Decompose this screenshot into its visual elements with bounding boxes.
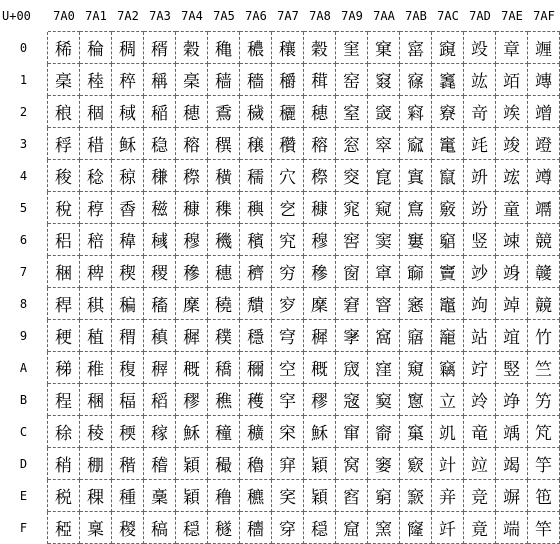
- glyph-cell: 立: [432, 384, 464, 416]
- glyph-cell: 竞: [464, 480, 496, 512]
- glyph-cell: 究: [272, 224, 304, 256]
- row-header: 8: [0, 288, 48, 320]
- glyph-cell: 窾: [400, 480, 432, 512]
- row-header: 9: [0, 320, 48, 352]
- glyph-cell: 稱: [144, 64, 176, 96]
- row-header: 7: [0, 256, 48, 288]
- glyph-cell: 穀: [304, 32, 336, 64]
- glyph-cell: 窗: [336, 256, 368, 288]
- glyph-cell: 稫: [112, 384, 144, 416]
- glyph-cell: 窨: [368, 288, 400, 320]
- glyph-cell: 稈: [48, 288, 80, 320]
- glyph-cell: 稝: [80, 448, 112, 480]
- row-header: F: [0, 512, 48, 544]
- glyph-cell: 竩: [496, 320, 528, 352]
- glyph-cell: 穫: [240, 384, 272, 416]
- glyph-cell: 竪: [496, 352, 528, 384]
- glyph-cell: 竍: [432, 448, 464, 480]
- glyph-cell: 竜: [464, 416, 496, 448]
- glyph-cell: 稻: [144, 384, 176, 416]
- glyph-cell: 窮: [368, 480, 400, 512]
- glyph-cell: 竃: [432, 128, 464, 160]
- glyph-cell: 竛: [464, 384, 496, 416]
- glyph-cell: 稇: [48, 256, 80, 288]
- glyph-cell: 穋: [176, 384, 208, 416]
- glyph-cell: 穷: [272, 256, 304, 288]
- glyph-cell: 窚: [336, 352, 368, 384]
- glyph-cell: 穔: [208, 160, 240, 192]
- glyph-cell: 站: [464, 320, 496, 352]
- row-header: 0: [0, 32, 48, 64]
- glyph-cell: 窞: [336, 480, 368, 512]
- column-header: 7A5: [208, 0, 240, 32]
- glyph-cell: 穎: [176, 448, 208, 480]
- glyph-cell: 穸: [272, 288, 304, 320]
- row-header: E: [0, 480, 48, 512]
- glyph-cell: 稓: [80, 128, 112, 160]
- glyph-cell: 竧: [496, 256, 528, 288]
- glyph-cell: 窦: [368, 224, 400, 256]
- column-header: 7A2: [112, 0, 144, 32]
- glyph-cell: 穅: [304, 192, 336, 224]
- glyph-cell: 竇: [432, 256, 464, 288]
- glyph-cell: 穌: [304, 416, 336, 448]
- glyph-cell: 穎: [176, 480, 208, 512]
- glyph-cell: 穻: [272, 384, 304, 416]
- glyph-cell: 窔: [336, 160, 368, 192]
- row-header: 2: [0, 96, 48, 128]
- glyph-cell: 穙: [208, 320, 240, 352]
- glyph-cell: 竷: [528, 256, 560, 288]
- glyph-cell: 稒: [80, 96, 112, 128]
- glyph-cell: 窛: [336, 384, 368, 416]
- glyph-cell: 稞: [80, 480, 112, 512]
- glyph-cell: 窓: [336, 128, 368, 160]
- glyph-cell: 竕: [464, 192, 496, 224]
- glyph-cell: 窜: [336, 416, 368, 448]
- glyph-cell: 穈: [176, 288, 208, 320]
- glyph-cell: 竵: [528, 192, 560, 224]
- glyph-cell: 稊: [48, 352, 80, 384]
- glyph-cell: 穞: [208, 480, 240, 512]
- glyph-cell: 穄: [304, 160, 336, 192]
- glyph-cell: 稙: [80, 320, 112, 352]
- glyph-cell: 竈: [432, 288, 464, 320]
- glyph-cell: 窺: [400, 352, 432, 384]
- column-header: 7AF: [528, 0, 560, 32]
- glyph-cell: 穣: [240, 128, 272, 160]
- glyph-cell: 窝: [336, 448, 368, 480]
- glyph-cell: 竝: [464, 448, 496, 480]
- glyph-cell: 竟: [464, 512, 496, 544]
- glyph-cell: 穛: [208, 384, 240, 416]
- glyph-cell: 稕: [80, 192, 112, 224]
- glyph-cell: 稼: [144, 416, 176, 448]
- glyph-cell: 穠: [240, 32, 272, 64]
- column-header: 7A6: [240, 0, 272, 32]
- glyph-cell: 穢: [240, 96, 272, 128]
- glyph-cell: 窭: [368, 448, 400, 480]
- glyph-cell: 稁: [48, 64, 80, 96]
- glyph-cell: 稡: [112, 64, 144, 96]
- column-header: 7A8: [304, 0, 336, 32]
- glyph-cell: 稶: [144, 224, 176, 256]
- glyph-cell: 穀: [176, 32, 208, 64]
- glyph-cell: 穕: [208, 192, 240, 224]
- glyph-cell: 竂: [432, 96, 464, 128]
- glyph-cell: 穭: [240, 448, 272, 480]
- glyph-cell: 竨: [496, 288, 528, 320]
- column-header: 7A0: [48, 0, 80, 32]
- glyph-cell: 稺: [144, 352, 176, 384]
- glyph-cell: 窫: [368, 384, 400, 416]
- glyph-cell: 穴: [272, 160, 304, 192]
- glyph-cell: 童: [496, 192, 528, 224]
- glyph-cell: 稏: [48, 512, 80, 544]
- glyph-cell: 窖: [336, 224, 368, 256]
- glyph-cell: 窲: [400, 96, 432, 128]
- glyph-cell: 穉: [304, 320, 336, 352]
- glyph-cell: 稉: [48, 320, 80, 352]
- glyph-cell: 穁: [304, 64, 336, 96]
- column-header: 7A1: [80, 0, 112, 32]
- glyph-cell: 穆: [304, 224, 336, 256]
- row-header: 3: [0, 128, 48, 160]
- glyph-cell: 竔: [464, 160, 496, 192]
- glyph-cell: 章: [496, 32, 528, 64]
- glyph-cell: 穟: [208, 512, 240, 544]
- glyph-cell: 稤: [112, 160, 144, 192]
- glyph-cell: 穿: [272, 512, 304, 544]
- glyph-cell: 竹: [528, 320, 560, 352]
- glyph-cell: 穆: [176, 224, 208, 256]
- glyph-cell: 窱: [400, 64, 432, 96]
- row-header: 6: [0, 224, 48, 256]
- glyph-cell: 窧: [368, 256, 400, 288]
- glyph-cell: 窹: [400, 320, 432, 352]
- glyph-cell: 稵: [144, 192, 176, 224]
- glyph-cell: 稐: [80, 32, 112, 64]
- glyph-cell: 穹: [272, 320, 304, 352]
- glyph-cell: 窠: [368, 32, 400, 64]
- glyph-cell: 竑: [464, 64, 496, 96]
- glyph-cell: 窐: [336, 32, 368, 64]
- glyph-cell: 窘: [336, 288, 368, 320]
- glyph-cell: 窴: [400, 160, 432, 192]
- glyph-cell: 稌: [48, 416, 80, 448]
- glyph-cell: 竐: [464, 32, 496, 64]
- glyph-cell: 稩: [112, 320, 144, 352]
- glyph-cell: 穨: [240, 288, 272, 320]
- row-header: B: [0, 384, 48, 416]
- glyph-cell: 穅: [176, 192, 208, 224]
- glyph-cell: 穓: [208, 128, 240, 160]
- glyph-cell: 竆: [432, 224, 464, 256]
- glyph-cell: 竦: [496, 224, 528, 256]
- glyph-cell: 穗: [208, 256, 240, 288]
- glyph-cell: 稁: [176, 64, 208, 96]
- glyph-cell: 竡: [496, 64, 528, 96]
- glyph-cell: 竣: [496, 128, 528, 160]
- glyph-cell: 稑: [80, 64, 112, 96]
- glyph-cell: 窢: [368, 96, 400, 128]
- glyph-cell: 穳: [272, 128, 304, 160]
- glyph-cell: 稾: [144, 480, 176, 512]
- glyph-cell: 稲: [144, 96, 176, 128]
- column-header: 7A7: [272, 0, 304, 32]
- glyph-cell: 竻: [528, 384, 560, 416]
- glyph-cell: 稍: [48, 448, 80, 480]
- glyph-cell: 穼: [272, 416, 304, 448]
- glyph-cell: 稷: [144, 256, 176, 288]
- glyph-cell: 竸: [528, 288, 560, 320]
- glyph-cell: 稂: [48, 96, 80, 128]
- glyph-cell: 竚: [464, 352, 496, 384]
- glyph-cell: 竴: [528, 160, 560, 192]
- glyph-cell: 竭: [496, 448, 528, 480]
- glyph-cell: 稹: [144, 320, 176, 352]
- glyph-cell: 竼: [528, 416, 560, 448]
- glyph-cell: 竮: [496, 480, 528, 512]
- glyph-cell: 空: [272, 352, 304, 384]
- glyph-cell: 稆: [48, 224, 80, 256]
- glyph-cell: 窶: [400, 224, 432, 256]
- glyph-cell: 竄: [432, 160, 464, 192]
- glyph-cell: 竲: [528, 96, 560, 128]
- glyph-cell: 穊: [304, 352, 336, 384]
- glyph-cell: 窼: [400, 416, 432, 448]
- glyph-cell: 穽: [272, 448, 304, 480]
- glyph-cell: 穾: [272, 480, 304, 512]
- glyph-cell: 竢: [496, 96, 528, 128]
- glyph-cell: 窕: [336, 192, 368, 224]
- glyph-cell: 穌: [176, 416, 208, 448]
- glyph-cell: 窡: [368, 64, 400, 96]
- glyph-cell: 稟: [80, 512, 112, 544]
- glyph-cell: 窣: [368, 128, 400, 160]
- glyph-cell: 稴: [144, 160, 176, 192]
- glyph-cell: 窩: [368, 320, 400, 352]
- glyph-cell: 稚: [80, 352, 112, 384]
- glyph-cell: 穑: [208, 64, 240, 96]
- glyph-cell: 稿: [144, 512, 176, 544]
- glyph-cell: 窻: [400, 384, 432, 416]
- glyph-cell: 窑: [336, 64, 368, 96]
- glyph-cell: 竫: [496, 384, 528, 416]
- glyph-cell: 穋: [304, 384, 336, 416]
- glyph-cell: 穧: [240, 256, 272, 288]
- glyph-cell: 穏: [176, 512, 208, 544]
- glyph-cell: 稸: [144, 288, 176, 320]
- glyph-cell: 竌: [432, 416, 464, 448]
- row-header: C: [0, 416, 48, 448]
- glyph-cell: 竁: [432, 64, 464, 96]
- glyph-cell: 穂: [304, 96, 336, 128]
- glyph-cell: 窸: [400, 288, 432, 320]
- glyph-cell: 穬: [240, 416, 272, 448]
- glyph-cell: 穎: [304, 480, 336, 512]
- glyph-cell: 穡: [240, 64, 272, 96]
- glyph-cell: 窒: [336, 96, 368, 128]
- glyph-cell: 程: [48, 384, 80, 416]
- glyph-cell: 竎: [432, 480, 464, 512]
- row-header: 4: [0, 160, 48, 192]
- glyph-cell: 竘: [464, 288, 496, 320]
- glyph-cell: 稥: [112, 192, 144, 224]
- glyph-cell: 稬: [112, 416, 144, 448]
- glyph-cell: 窤: [368, 160, 400, 192]
- glyph-cell: 穃: [304, 128, 336, 160]
- glyph-cell: 竉: [432, 320, 464, 352]
- glyph-cell: 穇: [304, 256, 336, 288]
- glyph-cell: 窟: [336, 512, 368, 544]
- column-header: 7AC: [432, 0, 464, 32]
- row-header: D: [0, 448, 48, 480]
- glyph-cell: 稀: [48, 32, 80, 64]
- glyph-cell: 稅: [48, 192, 80, 224]
- glyph-cell: 稗: [80, 256, 112, 288]
- glyph-cell: 穮: [240, 480, 272, 512]
- column-header: 7A3: [144, 0, 176, 32]
- glyph-cell: 穤: [240, 160, 272, 192]
- glyph-cell: 稭: [112, 448, 144, 480]
- glyph-cell: 竏: [432, 512, 464, 544]
- glyph-cell: 穎: [304, 448, 336, 480]
- glyph-cell: 穯: [240, 512, 272, 544]
- glyph-cell: 竺: [528, 352, 560, 384]
- column-header: 7AE: [496, 0, 528, 32]
- glyph-cell: 竬: [496, 416, 528, 448]
- glyph-cell: 稃: [48, 128, 80, 160]
- glyph-cell: 穩: [240, 320, 272, 352]
- glyph-cell: 稜: [80, 416, 112, 448]
- glyph-cell: 穖: [208, 224, 240, 256]
- glyph-cell: 竗: [464, 256, 496, 288]
- glyph-cell: 稪: [112, 352, 144, 384]
- glyph-cell: 稳: [144, 128, 176, 160]
- glyph-cell: 競: [528, 224, 560, 256]
- glyph-cell: 竖: [464, 224, 496, 256]
- glyph-cell: 竒: [464, 96, 496, 128]
- glyph-cell: 穂: [176, 96, 208, 128]
- glyph-cell: 穉: [176, 320, 208, 352]
- column-header: 7AA: [368, 0, 400, 32]
- glyph-cell: 窬: [368, 416, 400, 448]
- glyph-cell: 穜: [208, 416, 240, 448]
- glyph-cell: 窳: [400, 128, 432, 160]
- glyph-cell: 窙: [336, 320, 368, 352]
- glyph-cell: 窯: [368, 512, 400, 544]
- glyph-cell: 穈: [304, 288, 336, 320]
- glyph-cell: 税: [48, 480, 80, 512]
- glyph-cell: 窽: [400, 448, 432, 480]
- glyph-cell: 穦: [240, 224, 272, 256]
- glyph-cell: 稄: [48, 160, 80, 192]
- glyph-cell: 穘: [208, 288, 240, 320]
- glyph-cell: 穚: [208, 352, 240, 384]
- glyph-cell: 竅: [432, 192, 464, 224]
- row-header: 1: [0, 64, 48, 96]
- glyph-cell: 穱: [272, 64, 304, 96]
- glyph-cell: 稯: [112, 512, 144, 544]
- glyph-cell: 竊: [432, 352, 464, 384]
- glyph-cell: 端: [496, 512, 528, 544]
- glyph-cell: 窷: [400, 256, 432, 288]
- glyph-cell: 稔: [80, 160, 112, 192]
- glyph-cell: 穥: [240, 192, 272, 224]
- glyph-cell: 稢: [112, 96, 144, 128]
- glyph-cell: 稧: [112, 256, 144, 288]
- glyph-cell: 穊: [176, 352, 208, 384]
- glyph-cell: 稦: [112, 224, 144, 256]
- glyph-cell: 竰: [528, 32, 560, 64]
- glyph-cell: 穐: [208, 32, 240, 64]
- column-header: 7A9: [336, 0, 368, 32]
- row-header: 5: [0, 192, 48, 224]
- glyph-cell: 竽: [528, 448, 560, 480]
- corner-label: U+00: [2, 9, 31, 23]
- row-header: A: [0, 352, 48, 384]
- glyph-cell: 竿: [528, 512, 560, 544]
- glyph-cell: 窵: [400, 192, 432, 224]
- column-header: 7AD: [464, 0, 496, 32]
- glyph-cell: 穃: [176, 128, 208, 160]
- glyph-cell: 窥: [368, 192, 400, 224]
- glyph-cell: 竀: [432, 32, 464, 64]
- glyph-cell: 窰: [400, 32, 432, 64]
- glyph-cell: 穄: [176, 160, 208, 192]
- glyph-cell: 稖: [80, 224, 112, 256]
- glyph-cell: 穲: [272, 96, 304, 128]
- glyph-cell: 穝: [208, 448, 240, 480]
- glyph-cell: 穪: [240, 352, 272, 384]
- glyph-cell: 穵: [272, 192, 304, 224]
- glyph-cell: 稣: [112, 128, 144, 160]
- glyph-cell: 竾: [528, 480, 560, 512]
- glyph-cell: 稨: [112, 288, 144, 320]
- glyph-cell: 稽: [144, 448, 176, 480]
- glyph-cell: 窿: [400, 512, 432, 544]
- glyph-cell: 竳: [528, 128, 560, 160]
- glyph-cell: 竤: [496, 160, 528, 192]
- column-header: 7A4: [176, 0, 208, 32]
- glyph-cell: 稰: [144, 32, 176, 64]
- glyph-cell: 穇: [176, 256, 208, 288]
- glyph-cell: 竱: [528, 64, 560, 96]
- glyph-cell: 稛: [80, 384, 112, 416]
- glyph-cell: 穏: [304, 512, 336, 544]
- column-header: 7AB: [400, 0, 432, 32]
- glyph-cell: 竓: [464, 128, 496, 160]
- glyph-cell: 穰: [272, 32, 304, 64]
- glyph-cell: 稠: [112, 32, 144, 64]
- glyph-cell: 窪: [368, 352, 400, 384]
- glyph-cell: 種: [112, 480, 144, 512]
- glyph-cell: 稘: [80, 288, 112, 320]
- glyph-cell: 穒: [208, 96, 240, 128]
